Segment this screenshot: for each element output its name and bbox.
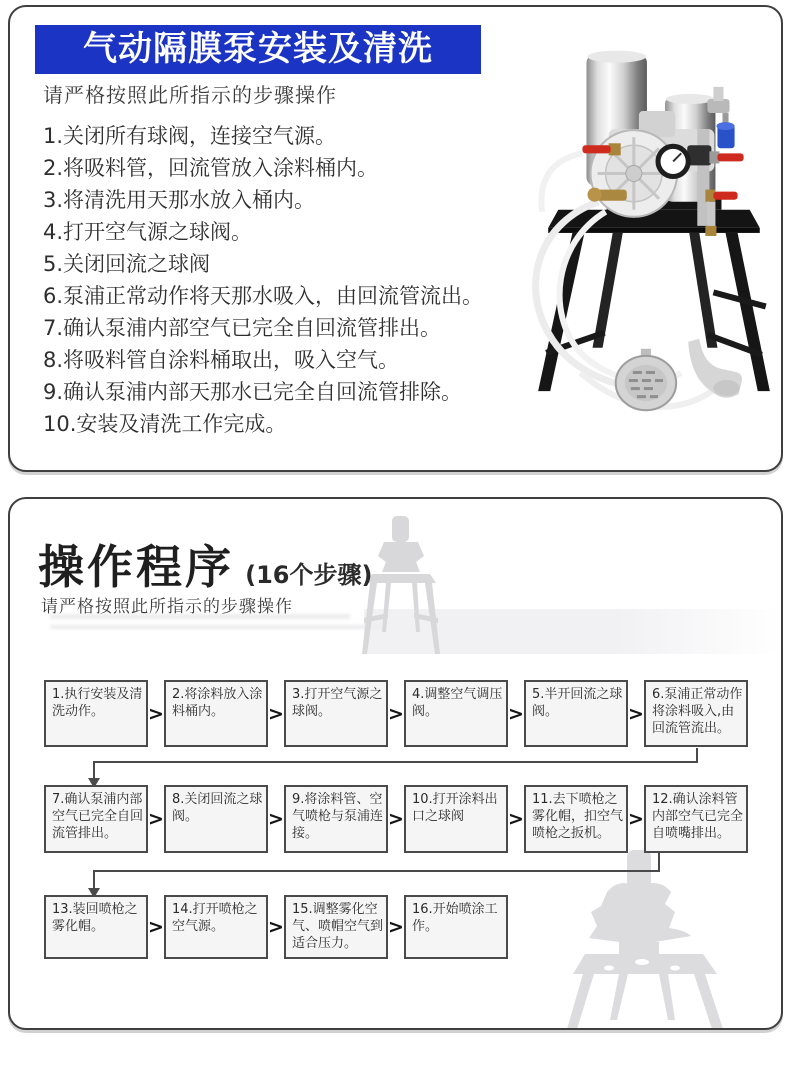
flow-arrow-right-icon: > (508, 808, 524, 830)
flow-arrow-right-icon: > (508, 702, 524, 725)
install-step: 7.确认泵浦内部空气已完全自回流管排出。 (43, 316, 442, 340)
flow-arrow-right-icon: > (388, 808, 404, 830)
flow-arrow-right-icon: > (388, 916, 404, 938)
flow-arrow-right-icon: > (388, 702, 404, 725)
install-step: 3.将清洗用天那水放入桶内。 (43, 188, 316, 212)
flow-step-box: 11.去下喷枪之雾化帽，扣空气喷枪之扳机。 (524, 785, 628, 853)
flow-arrow-right-icon: > (628, 808, 644, 830)
pump-watermark-icon (567, 850, 724, 1029)
flow-row-1 (44, 680, 748, 747)
procedure-subtitle: 请严格按照此所指示的步骤操作 (41, 597, 293, 617)
flow-arrow-right-icon: > (148, 916, 164, 938)
install-step: 9.确认泵浦内部天那水已完全自回流管排除。 (43, 380, 463, 404)
flow-step-box: 4.调整空气调压阀。 (404, 680, 508, 747)
procedure-title-row (38, 531, 372, 597)
install-step: 8.将吸料管自涂料桶取出，吸入空气。 (43, 348, 400, 372)
flow-step-box: 10.打开涂料出口之球阀 (404, 785, 508, 853)
flow-step-box: 12.确认涂料管内部空气已完全自喷嘴排出。 (644, 785, 748, 853)
flow-arrow-right-icon: > (148, 702, 164, 725)
install-step: 1.关闭所有球阀，连接空气源。 (43, 124, 337, 148)
section-subtitle: 请严格按照此所指示的步骤操作 (43, 83, 337, 107)
flow-step-box: 6.泵浦正常动作将涂料吸入,由回流管流出。 (644, 680, 748, 747)
flow-arrow-right-icon: > (148, 808, 164, 830)
flow-arrow-right-icon: > (268, 916, 284, 938)
flow-step-box: 2.将涂料放入涂料桶内。 (164, 680, 268, 747)
flow-arrow-right-icon: > (628, 702, 644, 725)
install-step: 5.关闭回流之球阀 (43, 252, 211, 276)
flow-step-box: 15.调整雾化空气、喷帽空气到适合压力。 (284, 895, 388, 959)
pump-on-stool-watermark-icon (362, 514, 440, 657)
flow-step-box: 7.确认泵浦内部空气已完全自回流管排出。 (44, 785, 148, 853)
watermark-blurred-text (50, 625, 382, 629)
flow-step-box: 1.执行安装及清洗动作。 (44, 680, 148, 747)
procedure-step-count: (16个步骤) (245, 561, 373, 589)
flow-step-box: 9.将涂料管、空气喷枪与泵浦连接。 (284, 785, 388, 853)
flow-arrow-right-icon: > (268, 702, 284, 725)
flow-step-box: 14.打开喷枪之空气源。 (164, 895, 268, 959)
flow-step-box: 16.开始喷涂工作。 (404, 895, 508, 959)
operation-procedure-section (8, 497, 783, 1030)
flow-step-box: 5.半开回流之球阀。 (524, 680, 628, 747)
install-step: 4.打开空气源之球阀。 (43, 220, 253, 244)
flow-step-box: 8.关闭回流之球阀。 (164, 785, 268, 853)
section-title-banner: 气动隔膜泵安装及清洗 (35, 25, 481, 74)
install-step: 6.泵浦正常动作将天那水吸入，由回流管流出。 (43, 284, 484, 308)
install-step: 2.将吸料管，回流管放入涂料桶内。 (43, 156, 379, 180)
install-clean-section (8, 5, 783, 472)
flow-step-box: 13.装回喷枪之雾化帽。 (44, 895, 148, 959)
flow-row-2 (44, 785, 748, 853)
install-step-list (43, 120, 573, 440)
flow-step-box: 3.打开空气源之球阀。 (284, 680, 388, 747)
flow-arrow-right-icon: > (268, 808, 284, 830)
procedure-title: 操作程序 (38, 540, 234, 594)
flow-row-3 (44, 895, 508, 959)
pump-product-photo (520, 40, 790, 444)
install-step: 10.安装及清洗工作完成。 (43, 412, 287, 436)
